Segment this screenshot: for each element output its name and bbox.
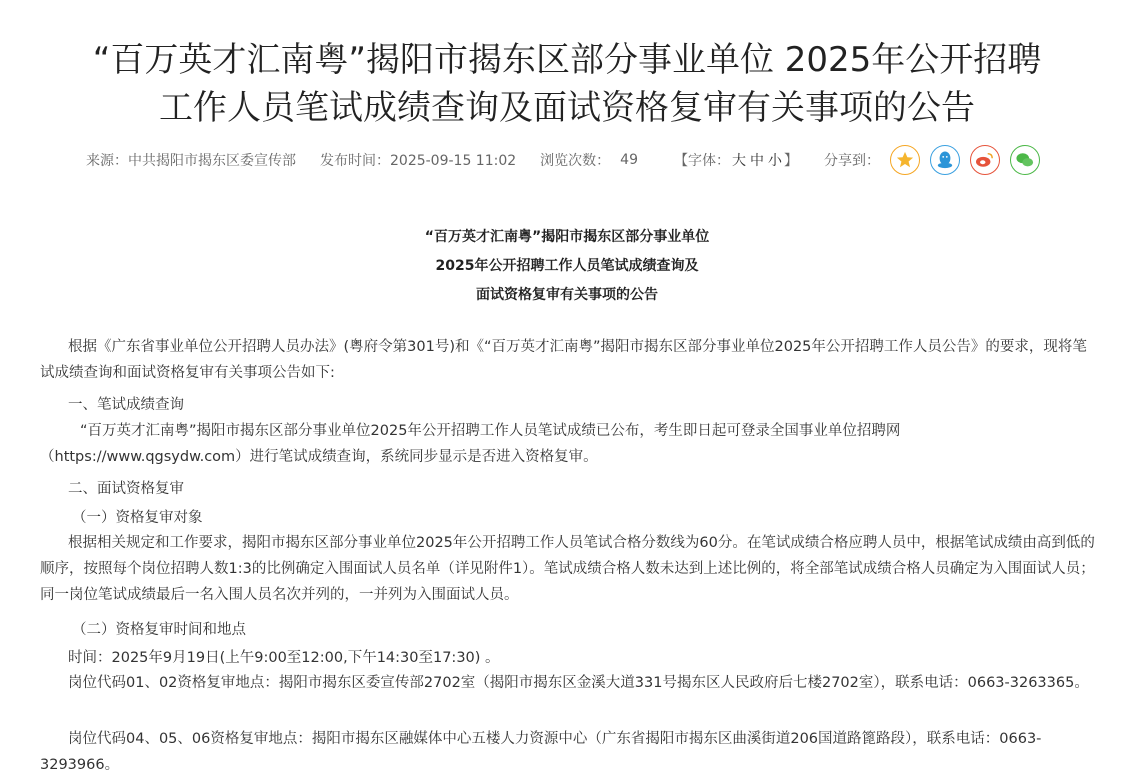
body-subtitle-2: 2025年公开招聘工作人员笔试成绩查询及 (435, 258, 699, 274)
weibo-icon[interactable] (970, 145, 1000, 175)
qq-icon[interactable] (930, 145, 960, 175)
body-subtitle-3: 面试资格复审有关事项的公告 (476, 287, 658, 303)
subsection-2-heading: （二）资格复审时间和地点 (72, 622, 246, 638)
intro-paragraph: 根据《广东省事业单位公开招聘人员办法》(粤府令第301号)和《“百万英才汇南粤”揭阳市揭东区部分事业单位2025年公开招聘工作人员公告》的要求，现将笔试成绩查询和面试资格复审有关事项公告如下: (40, 339, 1087, 381)
article-title-line1: “百万英才汇南粤”揭阳市揭东区部分事业单位 2025年公开招聘 (92, 40, 1042, 80)
subsection-1-heading: （一）资格复审对象 (72, 510, 203, 526)
score-query-paragraph: “百万英才汇南粤”揭阳市揭东区部分事业单位2025年公开招聘工作人员笔试成绩已公布，考生即日起可登录全国事业单位招聘网（https://www.qgsydw.com）进行笔试成绩查询，系统同步显示是否进入资格复审。 (40, 423, 901, 465)
publish-time: 发布时间：2025-09-15 11:02 (320, 153, 517, 169)
body-subtitle-1: “百万英才汇南粤”揭阳市揭东区部分事业单位 (424, 229, 710, 245)
font-size-label: 【字体： (674, 153, 730, 169)
views-label: 浏览次数： (540, 153, 611, 169)
share-label: 分享到： (824, 153, 880, 169)
font-size-end: 】 (784, 153, 798, 169)
source-text: 来源：中共揭阳市揭东区委宣传部 (86, 153, 296, 169)
wechat-icon[interactable] (1010, 145, 1040, 175)
section-2-heading: 二、面试资格复审 (68, 481, 184, 497)
font-size-switcher (674, 150, 798, 170)
article-meta (86, 148, 1074, 172)
views-count: 49 (620, 152, 638, 168)
review-location-2: 岗位代码04、05、06资格复审地点：揭阳市揭东区融媒体中心五楼人力资源中心（广东省揭阳市揭东区曲溪街道206国道路篦路段），联系电话：0663-3293966。 (40, 731, 1042, 773)
qualification-paragraph: 根据相关规定和工作要求，揭阳市揭东区部分事业单位2025年公开招聘工作人员笔试合格分数线为60分。在笔试成绩合格应聘人员中，根据笔试成绩由高到低的顺序，按照每个岗位招聘人数1:3的比例确定入围面试人员名单（详见附件1）。笔试成绩合格人数未达到上述比例的，将全部笔试成绩合格人员确定为入围面试人员；同一岗位笔试成绩最后一名入围人员名次并列的，一并列为入围面试人员。 (40, 535, 1095, 603)
qzone-icon[interactable] (890, 145, 920, 175)
font-medium-link[interactable]: 中 (750, 153, 764, 169)
review-location-1: 岗位代码01、02资格复审地点：揭阳市揭东区委宣传部2702室（揭阳市揭东区金溪大道331号揭东区人民政府后七楼2702室），联系电话：0663-3263365。 (68, 675, 1089, 691)
article-title-line2: 工作人员笔试成绩查询及面试资格复审有关事项的公告 (159, 88, 975, 128)
section-1-heading: 一、笔试成绩查询 (68, 397, 184, 413)
review-time: 时间：2025年9月19日(上午9:00至12:00,下午14:30至17:30) 。 (68, 650, 500, 666)
share-icons (880, 145, 1040, 175)
font-small-link[interactable]: 小 (768, 153, 782, 169)
article-title (0, 36, 1134, 132)
font-large-link[interactable]: 大 (732, 153, 746, 169)
